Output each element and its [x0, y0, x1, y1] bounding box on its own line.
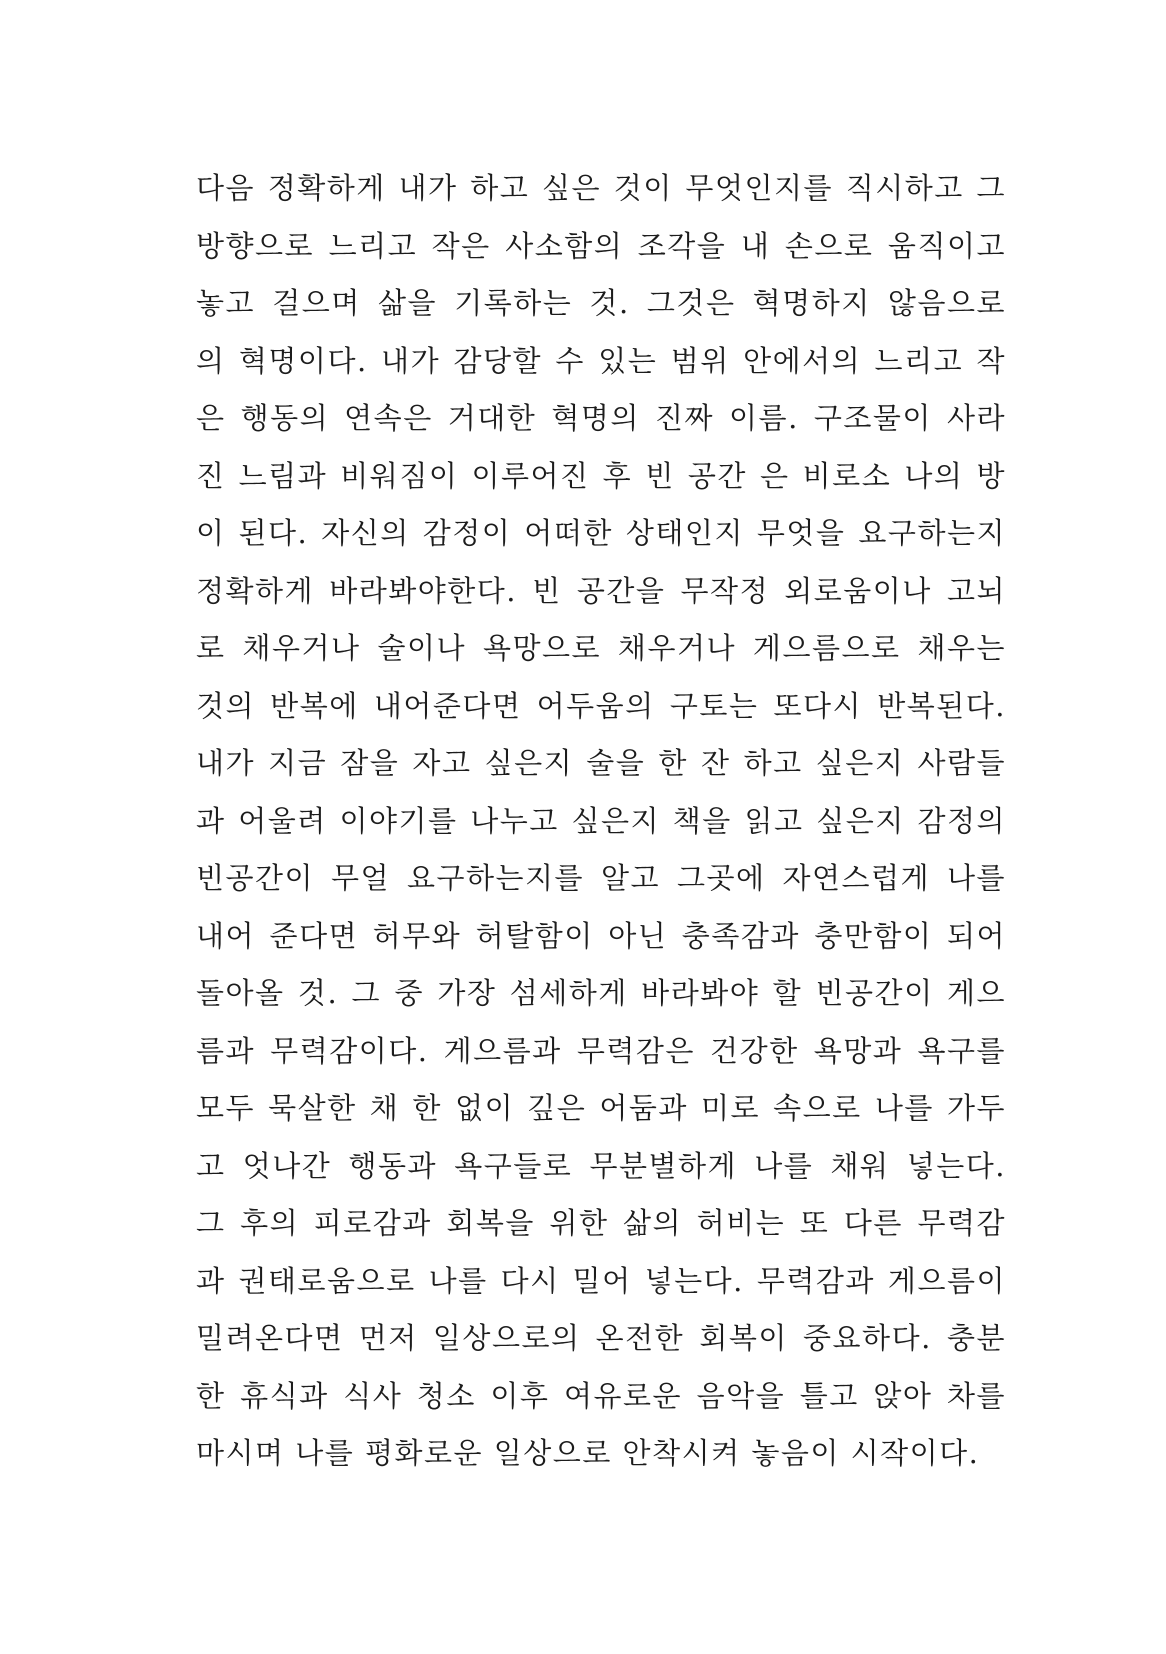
- text-line-18: 고 엇나간 행동과 욕구들로 무분별하게 나를 채워 넣는다.: [196, 1148, 1006, 1183]
- text-line-5: 은 행동의 연속은 거대한 혁명의 진짜 이름. 구조물이 사라: [196, 401, 1006, 435]
- text-line-19: 그 후의 피로감과 회복을 위한 삶의 허비는 또 다른 무력감: [196, 1206, 1006, 1240]
- body-text: [196, 160, 1006, 1483]
- text-line-13: 빈공간이 무얼 요구하는지를 알고 그곳에 자연스럽게 나를: [196, 861, 1006, 895]
- text-line-1: 다음 정확하게 내가 하고 싶은 것이 무엇인지를 직시하고 그: [196, 171, 1006, 205]
- text-line-8: 정확하게 바라봐야한다. 빈 공간을 무작정 외로움이나 고뇌: [196, 573, 1006, 608]
- text-line-23: 마시며 나를 평화로운 일상으로 안착시켜 놓음이 시작이다.: [196, 1436, 980, 1470]
- text-line-4: 의 혁명이다. 내가 감당할 수 있는 범위 안에서의 느리고 작: [196, 343, 1006, 378]
- text-line-12: 과 어울려 이야기를 나누고 싶은지 책을 읽고 싶은지 감정의: [196, 803, 1006, 838]
- text-line-10: 것의 반복에 내어준다면 어두움의 구토는 또다시 반복된다.: [196, 688, 1006, 723]
- text-line-15: 돌아올 것. 그 중 가장 섬세하게 바라봐야 할 빈공간이 게으: [196, 976, 1006, 1010]
- text-line-9: 로 채우거나 술이나 욕망으로 채우거나 게으름으로 채우는: [196, 631, 1006, 665]
- text-line-20: 과 권태로움으로 나를 다시 밀어 넣는다. 무력감과 게으름이: [196, 1263, 1006, 1298]
- text-line-6: 진 느림과 비워짐이 이루어진 후 빈 공간 은 비로소 나의 방: [196, 458, 1006, 493]
- text-line-11: 내가 지금 잠을 자고 싶은지 술을 한 잔 하고 싶은지 사람들: [196, 746, 1006, 780]
- text-line-7: 이 된다. 자신의 감정이 어떠한 상태인지 무엇을 요구하는지: [196, 516, 1006, 550]
- text-line-17: 모두 묵살한 채 한 없이 깊은 어둠과 미로 속으로 나를 가두: [196, 1091, 1006, 1125]
- text-line-3: 놓고 걸으며 삶을 기록하는 것. 그것은 혁명하지 않음으로: [196, 286, 1006, 320]
- text-line-21: 밀려온다면 먼저 일상으로의 온전한 회복이 중요하다. 충분: [196, 1321, 1006, 1355]
- text-line-22: 한 휴식과 식사 청소 이후 여유로운 음악을 틀고 앉아 차를: [196, 1378, 1006, 1413]
- text-line-14: 내어 준다면 허무와 허탈함이 아닌 충족감과 충만함이 되어: [196, 918, 1006, 953]
- text-line-2: 방향으로 느리고 작은 사소함의 조각을 내 손으로 움직이고: [196, 228, 1006, 263]
- text-line-16: 름과 무력감이다. 게으름과 무력감은 건강한 욕망과 욕구를: [196, 1033, 1006, 1068]
